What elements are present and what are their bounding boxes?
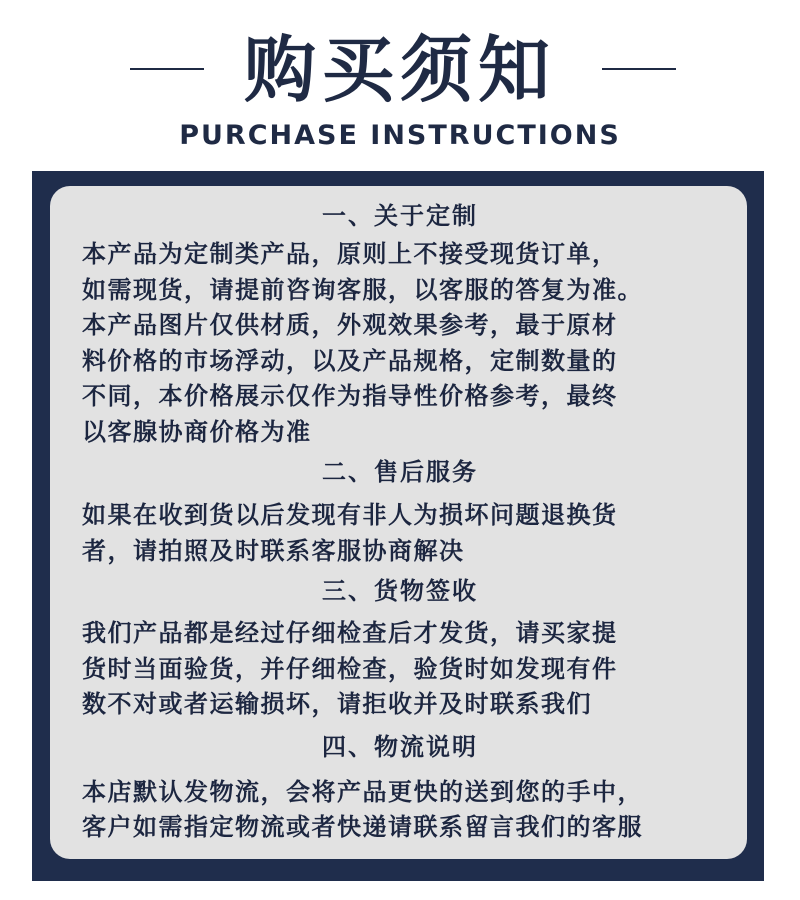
section-body-customization — [82, 237, 742, 450]
text-line: 以客腺协商价格为准 — [82, 417, 312, 446]
section-body-logistics — [82, 775, 742, 846]
text-line: 数不对或者运输损坏，请拒收并及时联系我们 — [82, 690, 592, 718]
section-body-after-sales — [82, 498, 742, 569]
text-line: 本店默认发物流，会将产品更快的送到您的手中， — [82, 777, 643, 806]
page-title: 购买须知 — [243, 28, 556, 112]
text-line: 我们产品都是经过仔细检查后才发货，请买家提 — [82, 619, 618, 647]
text-line: 本产品为定制类产品，原则上不接受现货订单， — [82, 240, 618, 268]
title-divider-right — [602, 68, 676, 70]
text-line: 如需现货，请提前咨询客服，以客服的答复为准。 — [82, 275, 643, 304]
section-heading-logistics: 四、物流说明 — [322, 732, 478, 761]
text-line: 客户如需指定物流或者快递请联系留言我们的客服 — [82, 813, 643, 841]
text-line: 不同，本价格展示仅作为指导性价格参考，最终 — [82, 382, 618, 410]
text-line: 货时当面验货，并仔细检查，验货时如发现有件 — [82, 654, 618, 683]
section-heading-after-sales: 二、售后服务 — [322, 458, 478, 486]
section-body-receipt — [82, 616, 742, 723]
notice-content — [82, 196, 742, 846]
page-subtitle: PURCHASE INSTRUCTIONS — [179, 120, 621, 151]
text-line: 料价格的市场浮动，以及产品规格，定制数量的 — [82, 346, 618, 375]
text-line: 本产品图片仅供材质，外观效果参考，最于原材 — [82, 311, 618, 339]
section-heading-receipt: 三、货物签收 — [322, 577, 478, 605]
text-line: 如果在收到货以后发现有非人为损坏问题退换货 — [82, 501, 618, 529]
title-row — [0, 22, 800, 118]
text-line: 者，请拍照及时联系客服协商解决 — [82, 536, 465, 565]
section-heading-customization: 一、关于定制 — [322, 202, 478, 230]
